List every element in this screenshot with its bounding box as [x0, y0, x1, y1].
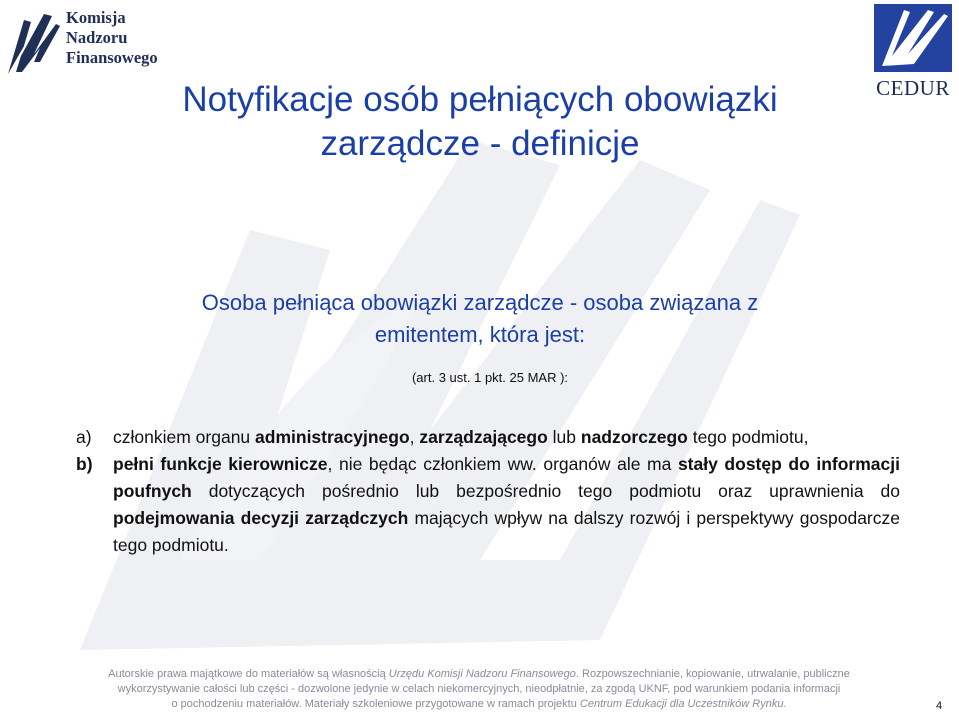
copyright-footer: [44, 667, 914, 712]
item-text-bold: nadzorczego: [580, 427, 688, 447]
item-marker: b): [76, 454, 93, 474]
footer-line: [44, 697, 914, 712]
slide-title: [120, 78, 840, 166]
slide-title-line: Notyfikacje osób pełniących obowiązki: [182, 80, 778, 119]
knf-name-line: Komisja: [66, 8, 126, 27]
slide-title-line: zarządcze - definicje: [320, 124, 640, 163]
page-number: 4: [936, 700, 943, 712]
item-text: ,: [409, 427, 420, 447]
item-text: mających wpływ na dalszy rozwój i perspektywy gospodarcze tego podmiotu.: [113, 508, 900, 555]
item-text-bold: podejmowania decyzji zarządczych: [113, 508, 409, 528]
slide-subtitle-line: Osoba pełniąca obowiązki zarządcze - osoba związana z: [201, 290, 759, 315]
cedur-wordmark: CEDUR: [876, 76, 950, 100]
item-text: dotyczących pośrednio lub bezpośrednio tego podmiotu oraz uprawnienia do: [191, 481, 900, 501]
slide-subtitle-line: emitentem, która jest:: [374, 322, 586, 347]
item-text: lub: [547, 427, 581, 447]
footer-line: wykorzystywanie całości lub części - dozwolone jedynie w celach niekomercyjnych, nieodpłatnie, za zgodą UKNF, pod warunkiem podania informacji: [117, 683, 841, 695]
footer-text-italic: Urzędu Komisji Nadzoru Finansowego: [388, 668, 576, 680]
item-text-bold: stały dostęp do informacji poufnych: [113, 454, 900, 501]
legal-reference: (art. 3 ust. 1 pkt. 25 MAR ):: [411, 370, 569, 385]
slide-subtitle: [110, 287, 850, 351]
list-item: [76, 451, 900, 559]
footer-text-italic: Centrum Edukacji dla Uczestników Rynku: [579, 698, 784, 710]
knf-name-line: Nadzoru: [66, 28, 128, 47]
cedur-lines-icon: [874, 4, 952, 72]
footer-line: [44, 667, 914, 682]
knf-swoosh-icon: [4, 10, 62, 76]
item-text: tego podmiotu,: [687, 427, 809, 447]
item-text-bold: pełni funkcje kierownicze: [113, 454, 328, 474]
item-text: członkiem organu: [113, 427, 256, 447]
footer-text: . Rozpowszechnianie, kopiowanie, utrwalanie, publiczne: [575, 668, 850, 680]
footer-text: Autorskie prawa majątkowe do materiałów są własnością: [108, 668, 389, 680]
item-text: , nie będąc członkiem ww. organów ale ma: [327, 454, 678, 474]
list-item: [76, 424, 900, 451]
knf-name-line: Finansowego: [66, 48, 158, 67]
item-text-bold: zarządzającego: [419, 427, 548, 447]
item-text-bold: administracyjnego: [255, 427, 410, 447]
knf-logo: [4, 8, 164, 78]
footer-text: o pochodzeniu materiałów. Materiały szkoleniowe przygotowane w ramach projektu: [171, 698, 580, 710]
cedur-logo: [868, 0, 958, 100]
item-marker: a): [76, 427, 92, 447]
footer-text: .: [783, 698, 787, 710]
definition-list: [76, 424, 900, 559]
knf-name: [66, 8, 158, 68]
